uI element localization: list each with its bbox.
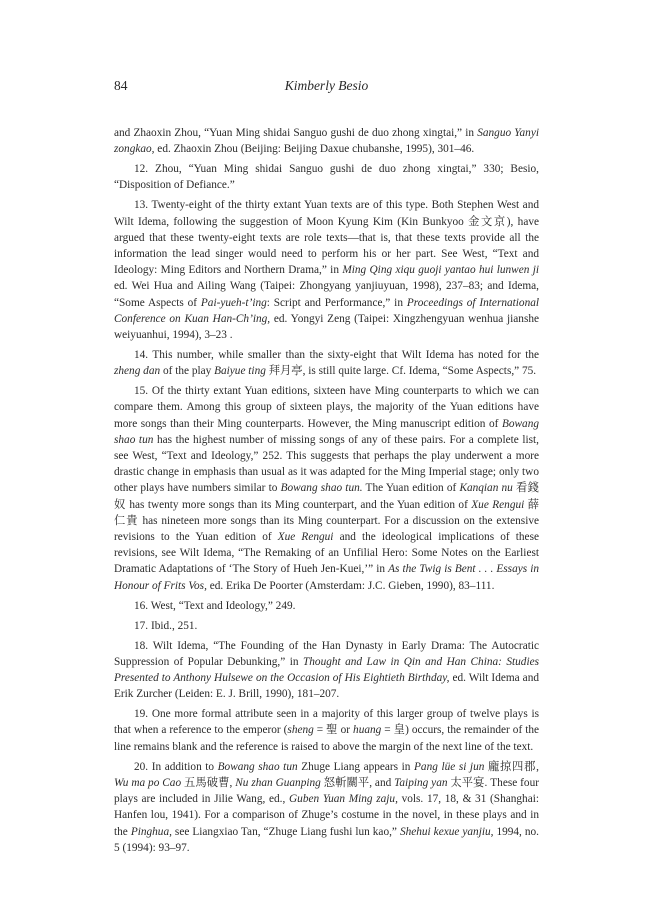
note-text: 19. One more formal attribute seen in a majority of this larger group of twelve plays is that when a reference to the emperor ( <box>114 708 539 737</box>
note-text: vols. 17, 18, & 31 (Shanghai: Hanfen lou, 1941). For a comparison of Zhuge’s costume in the novel, in these plays and in the <box>114 793 539 838</box>
note-text: and Zhaoxin Zhou, “Yuan Ming shidai Sanguo gushi de duo zhong xingtai,” in <box>114 127 478 139</box>
italic-title-text: sheng <box>287 724 314 737</box>
note-text: 20. In addition to <box>134 760 218 773</box>
italic-title-text: Pinghua, <box>130 825 172 838</box>
note-text: ed. Wei Hua and Ailing Wang (Taipei: Zhongyang yanjiuyuan, 1998), 237–83; and Idema, “Some Aspects of <box>114 280 539 309</box>
italic-title-text: Kanqian nu <box>459 482 513 495</box>
italic-title-text: Bowang shao tun <box>217 760 298 773</box>
note-text: 16. West, “Text and Ideology,” 249. <box>134 599 296 612</box>
italic-title-text: Sanguo Yanyi zongkao, <box>114 127 539 156</box>
note-text: see Liangxiao Tan, “Zhuge Liang fushi lun kao,” <box>171 825 400 838</box>
note-text: 12. Zhou, “Yuan Ming shidai Sanguo gushi de duo zhong xingtai,” 330; Besio, “Disposition of Defiance.” <box>114 163 539 192</box>
note-text: 五馬破曹, <box>181 776 236 789</box>
italic-title-text: Pai-yueh-t’ing <box>200 296 267 309</box>
note-continuation <box>114 125 539 157</box>
note-text: has the highest number of missing songs of any of these pairs. For a complete list, see West, “Text and Ideology,” 252. This suggests that perhaps the play underwent a more drastic change in emphasis than usual as it was adapted for the Ming Imperial stage; only two other plays have numbers similar to <box>114 433 539 495</box>
running-title: Kimberly Besio <box>284 78 369 93</box>
note-text: 拜月亭, is still quite large. Cf. Idema, “Some Aspects,” 75. <box>265 365 537 378</box>
note-text: = 聖 or <box>313 724 354 737</box>
endnote-14 <box>114 347 539 379</box>
italic-title-text: Proceedings of International Conference on Kuan Han-Ch’ing, <box>114 296 539 325</box>
italic-title-text: Thought and Law in Qin and Han China: Studies Presented to Anthony Hulsewe on the Occasion of His Eightieth Birthday, <box>114 655 539 685</box>
endnote-16 <box>114 598 539 614</box>
note-text: ed. Wilt Idema and Erik Zurcher (Leiden: E. J. Brill, 1990), 181–207. <box>114 672 539 701</box>
note-text: ed. Yongyi Zeng (Taipei: Xingzhengyuan wenhua jianshe weiyuanhui, 1994), 3–23 . <box>114 312 540 342</box>
italic-title-text: Ming Qing xiqu guoji yantao hui lunwen ji <box>342 264 539 277</box>
note-text: 15. Of the thirty extant Yuan editions, sixteen have Ming counterparts to which we can compare them. Among this group of sixteen plays, the majority of the Yuan editions have more songs than their Ming counterparts. However, the Ming manuscript edition of <box>114 385 539 430</box>
note-text: 太平宴. These four plays are included in Jilie Wang, ed., <box>114 776 539 806</box>
note-text: 13. Twenty-eight of the thirty extant Yuan texts are of this type. Both Stephen West and Wilt Idema, following the suggestion of Moon Kyung Kim (Kin Bunkyoo 金文京), have argued that these twenty-eight texts are role texts—that is, that these texts provide all the information the lead singer would need to perform his or her part. See West, “Text and Ideology: Ming Editors and Northern Drama,” in <box>114 199 539 277</box>
note-text: = 皇) occurs, the remainder of the line remains blank and the reference is raised to above the margin of the next line of the text. <box>114 724 540 753</box>
note-text: 14. This number, while smaller than the sixty-eight that Wilt Idema has noted for the <box>134 349 539 362</box>
note-text: 薛仁貴 has nineteen more songs than its Ming counterpart. For a discussion on the extensive revisions to the Yuan edition of <box>114 498 539 544</box>
running-header <box>114 78 539 96</box>
endnote-18 <box>114 638 539 703</box>
italic-title-text: Shehui kexue yanjiu, <box>399 825 494 838</box>
note-text: ed. Erika De Poorter (Amsterdam: J.C. Gieben, 1990), 83–111. <box>206 579 495 592</box>
italic-title-text: As the Twig is Bent . . . Essays in Honour of Frits Vos, <box>114 563 539 592</box>
italic-title-text: Bowang shao tun. <box>280 482 363 495</box>
italic-title-text: Xue Rengui <box>471 498 525 511</box>
note-text: 看錢奴 has twenty more songs than its Ming counterpart, and the Yuan edition of <box>114 482 539 511</box>
note-text: and the ideological implications of these revisions, see Wilt Idema, “The Remaking of an Unfilial Hero: Some Notes on the Earliest Dramatic Adaptations of ‘The Story of Hueh Jen-Kuei,’” in <box>114 531 539 576</box>
italic-title-text: Pang lüe si jun <box>414 760 485 773</box>
italic-title-text: huang <box>353 724 382 737</box>
endnote-20 <box>114 759 539 856</box>
page-number: 84 <box>114 78 128 93</box>
endnote-19 <box>114 706 539 755</box>
endnote-15 <box>114 383 539 594</box>
endnote-17 <box>114 618 539 634</box>
italic-title-text: Nu zhan Guanping <box>235 776 321 789</box>
note-text: The Yuan edition of <box>362 482 460 495</box>
italic-title-text: Baiyue ting <box>214 365 266 378</box>
endnotes-body <box>114 125 539 860</box>
note-text: of the play <box>160 365 215 378</box>
italic-title-text: Taiping yan <box>394 776 448 789</box>
italic-title-text: Xue Rengui <box>277 531 334 544</box>
italic-title-text: zheng dan <box>114 365 161 378</box>
italic-title-text: Bowang shao tun <box>114 417 539 446</box>
note-text: 18. Wilt Idema, “The Founding of the Han Dynasty in Early Drama: The Autocratic Suppression of Popular Debunking,” in <box>114 639 539 668</box>
italic-title-text: Wu ma po Cao <box>114 776 182 789</box>
italic-title-text: Guben Yuan Ming zaju, <box>289 793 398 806</box>
note-text: 1994, no. 5 (1994): 93–97. <box>114 825 539 854</box>
note-text: 怒斬關平, and <box>320 776 395 789</box>
note-text: 17. Ibid., 251. <box>134 619 198 632</box>
endnote-12 <box>114 161 539 193</box>
note-text: Zhuge Liang appears in <box>297 760 415 773</box>
endnote-13 <box>114 197 539 343</box>
note-text: 龐掠四郡, <box>484 760 539 773</box>
note-text: ed. Zhaoxin Zhou (Beijing: Beijing Daxue chubanshe, 1995), 301–46. <box>154 143 475 156</box>
note-text: : Script and Performance,” in <box>266 296 407 309</box>
